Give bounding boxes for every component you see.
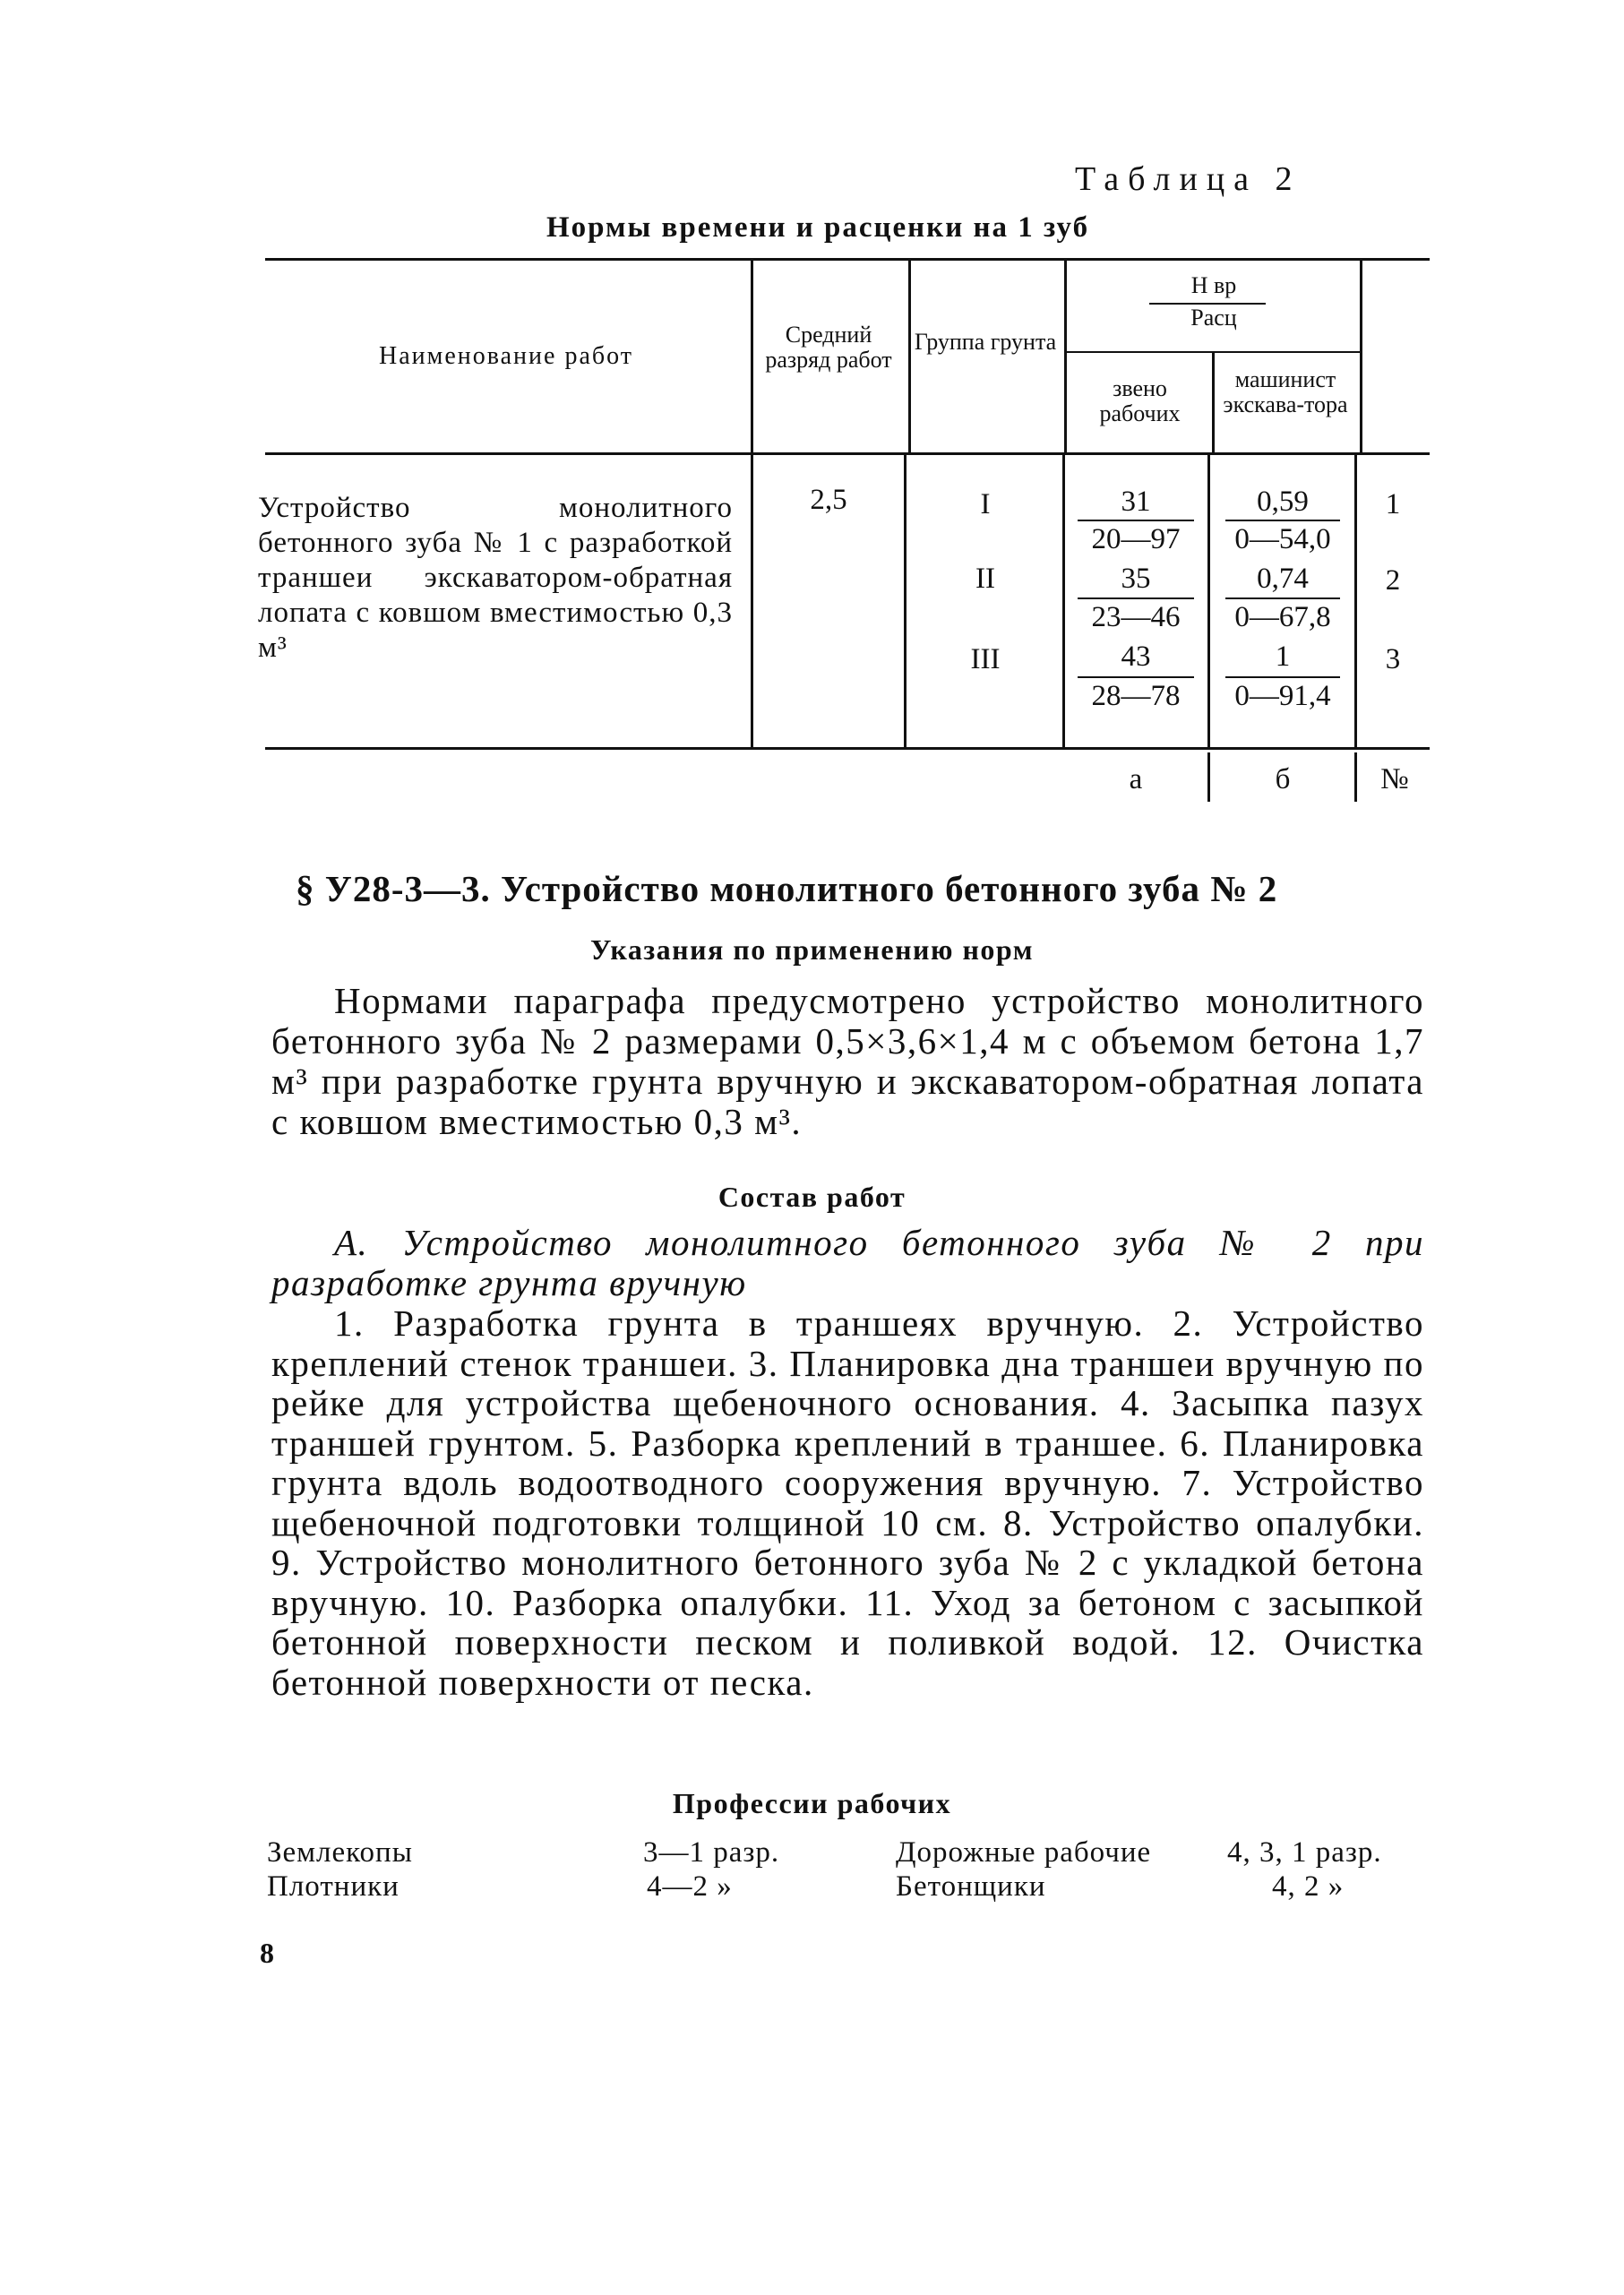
row-number-3: 3 <box>1385 643 1401 675</box>
crew-norm-2: 35 <box>1121 563 1151 595</box>
header-operator: машинист экскава-тора <box>1223 366 1348 417</box>
operator-bar-2 <box>1225 597 1340 599</box>
group-3: III <box>970 643 1001 675</box>
crew-bar-3 <box>1078 676 1194 678</box>
col-divider-5 <box>1360 258 1362 452</box>
crew-bar-2 <box>1078 597 1194 599</box>
group-1: I <box>980 488 991 520</box>
crew-norm-3: 43 <box>1121 640 1151 673</box>
table-title: Нормы времени и расценки на 1 зуб <box>546 211 1090 244</box>
operator-rate-1: 0—54,0 <box>1234 523 1331 555</box>
header-rate: Расц <box>1190 305 1237 331</box>
operator-bar-3 <box>1225 676 1340 678</box>
crew-rate-3: 28—78 <box>1091 680 1181 712</box>
col-divider-1 <box>751 258 753 452</box>
instructions-paragraph <box>271 981 1424 1142</box>
crew-bar-1 <box>1078 520 1194 521</box>
body-divider-5 <box>1354 455 1357 747</box>
footer-divider-2 <box>1354 752 1357 802</box>
footer-col-b: б <box>1275 763 1291 795</box>
footer-col-a: а <box>1129 763 1143 795</box>
operator-bar-1 <box>1225 520 1340 521</box>
work-description: Устройство монолитного бетонного зуба № 1 с разработкой траншеи экскаватором-обратная лопата с ковшом вместимостью 0,3 м³ <box>258 492 733 664</box>
crew-rate-1: 20—97 <box>1091 523 1181 555</box>
profession-name: Плотники <box>267 1870 400 1903</box>
instructions-text: Нормами параграфа предусмотрено устройство монолитного бетонного зуба № 2 размерами 0,5×3,6×1,4 м с объемом бетона 1,7 м³ при разработке грунта вручную и экскаватором-обратная лопата с ковшом вместимостью 0,3 м³. <box>271 980 1424 1142</box>
profession-name: Бетонщики <box>896 1870 1046 1903</box>
profession-rank: 4, 3, 1 разр. <box>1227 1836 1382 1869</box>
operator-rate-3: 0—91,4 <box>1234 680 1331 712</box>
table-top-rule <box>265 258 1430 261</box>
profession-name: Дорожные рабочие <box>896 1836 1152 1869</box>
operator-norm-1: 0,59 <box>1257 486 1309 518</box>
profession-rank: 3—1 разр. <box>643 1836 780 1869</box>
operator-norm-3: 1 <box>1275 640 1291 673</box>
rank-value: 2,5 <box>810 484 847 516</box>
table-label: Таблица 2 <box>1075 160 1302 198</box>
table-bottom-rule <box>265 747 1430 750</box>
body-divider-3 <box>1062 455 1065 747</box>
footer-col-no: № <box>1380 763 1409 795</box>
operator-norm-2: 0,74 <box>1257 563 1309 595</box>
header-group: Группа грунта <box>914 329 1057 355</box>
crew-rate-2: 23—46 <box>1091 601 1181 633</box>
header-rank: Средний разряд работ <box>765 322 892 373</box>
composition-subtitle-paragraph <box>271 1223 1424 1303</box>
professions-title: Профессии рабочих <box>672 1787 952 1819</box>
instructions-title: Указания по применению норм <box>590 933 1034 966</box>
col-divider-3 <box>1064 258 1067 452</box>
col-divider-2 <box>908 258 911 452</box>
operator-rate-2: 0—67,8 <box>1234 601 1331 633</box>
profession-rank: 4, 2 » <box>1272 1870 1345 1903</box>
crew-norm-1: 31 <box>1121 486 1151 518</box>
body-divider-2 <box>904 455 907 747</box>
footer-divider-1 <box>1207 752 1210 802</box>
row-number-1: 1 <box>1385 488 1401 520</box>
col-divider-4 <box>1212 351 1215 452</box>
group-2: II <box>975 563 995 595</box>
header-norm-time: Н вр <box>1190 272 1237 298</box>
page-number: 8 <box>260 1937 274 1969</box>
profession-rank: 4—2 » <box>647 1870 733 1903</box>
row-number-2: 2 <box>1385 564 1401 597</box>
header-name: Наименование работ <box>379 342 633 370</box>
composition-subtitle: А. Устройство монолитного бетонного зуба № 2 при разработке грунта вручную <box>271 1222 1424 1303</box>
composition-title: Состав работ <box>717 1181 907 1213</box>
composition-paragraph <box>271 1303 1424 1702</box>
body-divider-4 <box>1207 455 1210 747</box>
section-title: § У28-3—3. Устройство монолитного бетонного зуба № 2 <box>296 868 1278 909</box>
table-header-rule <box>265 452 1430 455</box>
profession-name: Землекопы <box>267 1836 413 1869</box>
header-crew: звено рабочих <box>1099 375 1181 426</box>
body-divider-1 <box>751 455 753 747</box>
composition-text: 1. Разработка грунта в траншеях вручную. 2. Устройство креплений стенок траншеи. 3. Планировка дна траншеи вручную по рейке для устройства щебеночного основания. 4. Засыпка пазух траншей грунтом. 5. Разборка креплений в траншее. 6. Планировка грунта вдоль водоотводного сооружения вручную. 7. Устройство щебеночной подготовки толщиной 10 см. 8. Устройство опалубки. 9. Устройство монолитного бетонного зуба № 2 с укладкой бетона вручную. 10. Разборка опалубки. 11. Уход за бетоном с засыпкой бетонной поверхности песком и поливкой водой. 12. Очистка бетонной поверхности от песка. <box>271 1302 1424 1703</box>
